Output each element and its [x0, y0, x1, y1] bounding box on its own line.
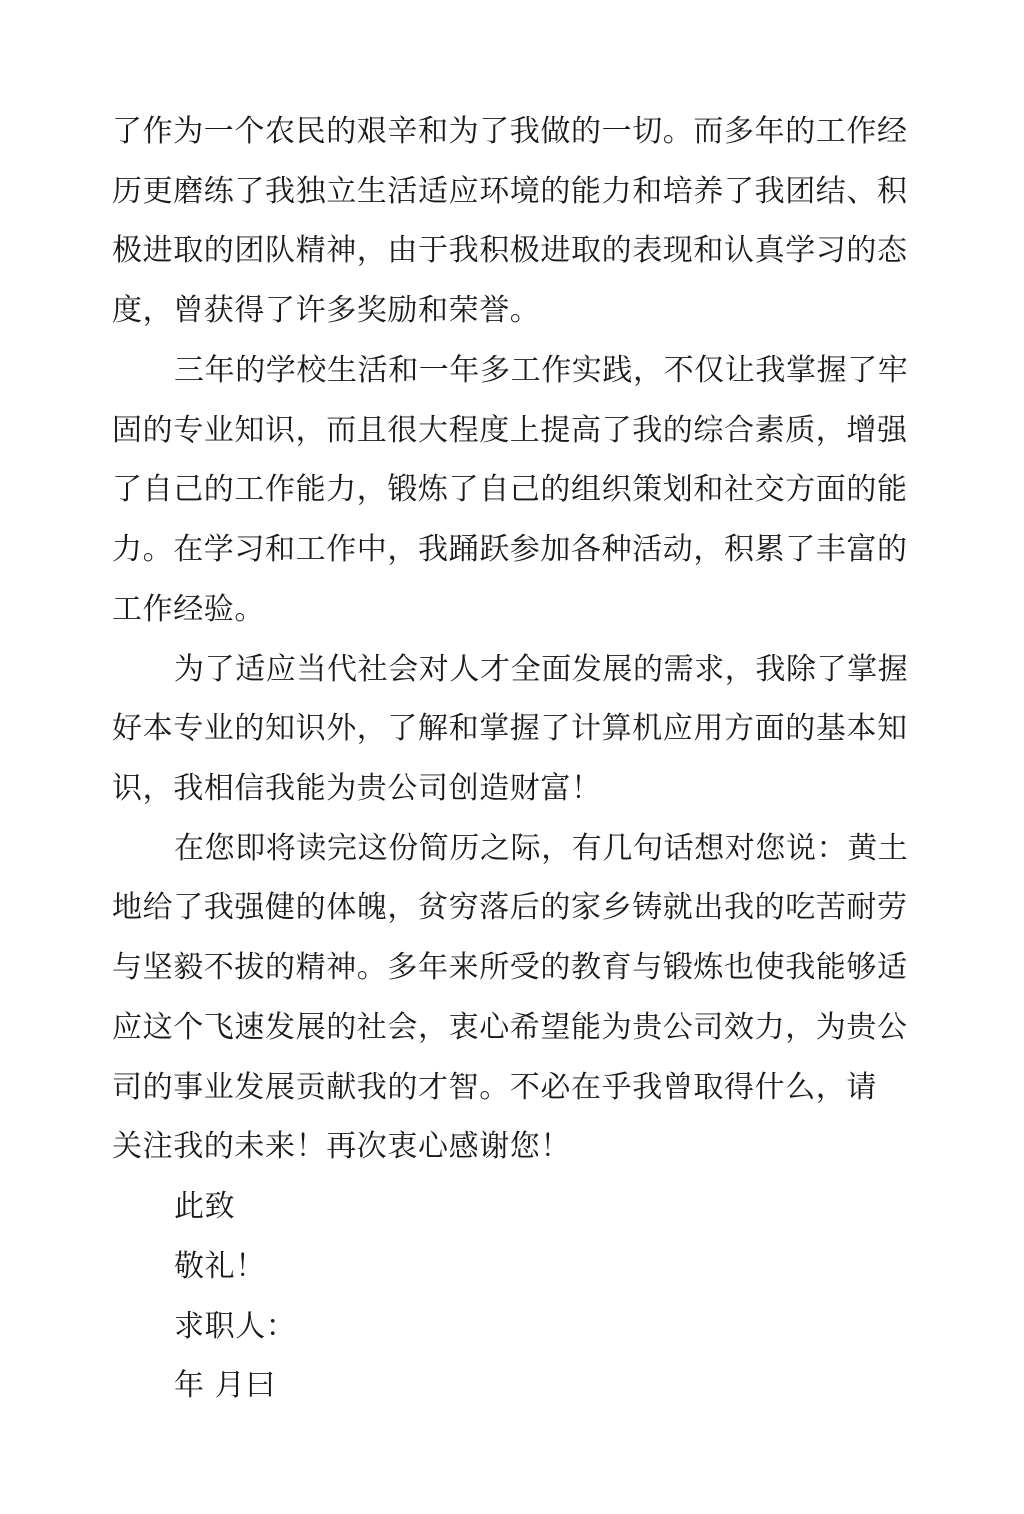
paragraph-line: 极进取的团队精神，由于我积极进取的表现和认真学习的态	[112, 233, 908, 268]
paragraph-line: 度，曾获得了许多奖励和荣誉。	[112, 293, 541, 328]
paragraph-line: 司的事业发展贡献我的才智。不必在乎我曾取得什么，请	[112, 1070, 877, 1105]
paragraph-line: 为了适应当代社会对人才全面发展的需求，我除了掌握	[174, 652, 909, 687]
paragraph-line: 工作经验。	[112, 592, 265, 627]
paragraph-line: 历更磨练了我独立生活适应环境的能力和培养了我团结、积	[112, 174, 908, 209]
paragraph-line: 了作为一个农民的艰辛和为了我做的一切。而多年的工作经	[112, 114, 908, 149]
paragraph-line: 识，我相信我能为贵公司创造财富！	[112, 771, 602, 806]
paragraph-line: 固的专业知识，而且很大程度上提高了我的综合素质，增强	[112, 413, 908, 448]
paragraph-line: 应这个飞速发展的社会，衷心希望能为贵公司效力，为贵公	[112, 1010, 908, 1045]
closing-regards: 敬礼！	[174, 1249, 266, 1284]
paragraph-line: 关注我的未来！再次衷心感谢您！	[112, 1129, 571, 1164]
closing-salutation: 此致	[174, 1189, 236, 1224]
date-line: 年 月曰	[174, 1368, 276, 1403]
paragraph-line: 了自己的工作能力，锻炼了自己的组织策划和社交方面的能	[112, 472, 908, 507]
paragraph-line: 三年的学校生活和一年多工作实践，不仅让我掌握了牢	[174, 353, 909, 388]
paragraph-line: 在您即将读完这份简历之际，有几句话想对您说：黄土	[174, 831, 909, 866]
applicant-signature-label: 求职人：	[174, 1309, 297, 1344]
paragraph-line: 力。在学习和工作中，我踊跃参加各种活动，积累了丰富的	[112, 532, 908, 567]
paragraph-line: 地给了我强健的体魄，贫穷落后的家乡铸就出我的吃苦耐劳	[112, 890, 908, 925]
paragraph-line: 与坚毅不拔的精神。多年来所受的教育与锻炼也使我能够适	[112, 950, 908, 985]
paragraph-line: 好本专业的知识外，了解和掌握了计算机应用方面的基本知	[112, 711, 908, 746]
